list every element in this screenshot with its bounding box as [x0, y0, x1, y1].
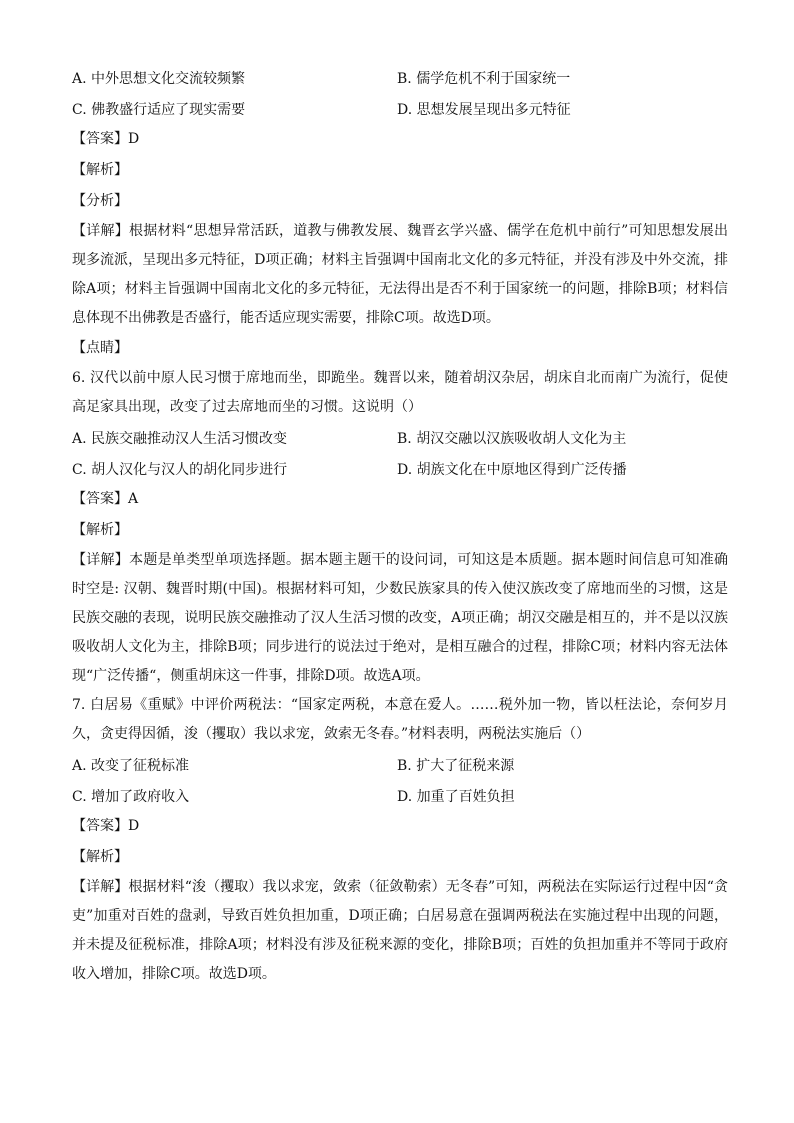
q7-options-row-1 — [72, 749, 728, 780]
q7-option-a: A. 改变了征税标准 — [72, 757, 190, 774]
q6-option-c: C. 胡人汉化与汉人的胡化同步进行 — [72, 461, 288, 478]
q7-option-b: B. 扩大了征税来源 — [397, 757, 515, 774]
q5-option-c: C. 佛教盛行适应了现实需要 — [72, 101, 246, 118]
q5-option-a: A. 中外思想文化交流较频繁 — [72, 70, 246, 87]
q7-options-row-2 — [72, 780, 728, 811]
q6-option-b: B. 胡汉交融以汉族吸收胡人文化为主 — [397, 430, 627, 447]
q5-options-row-1 — [72, 62, 728, 93]
q7-stem: 7. 白居易《重赋》中评价两税法：“国家定两税，本意在爱人。……税外加一物，皆以枉法论，奈何岁月久，贪吏得因循，浚（攫取）我以求宠，敛索无冬春。”材料表明，两税法实施后（） — [72, 697, 728, 742]
q6-option-a: A. 民族交融推动汉人生活习惯改变 — [72, 430, 288, 447]
q5-options-row-2 — [72, 93, 728, 124]
q7-option-c: C. 增加了政府收入 — [72, 788, 190, 805]
q6-detail: 【详解】本题是单类型单项选择题。据本题主题干的设问词，可知这是本质题。据本题时间信息可知准确时空是: 汉朝、魏晋时期(中国)。根据材料可知，少数民族家具的传入使汉族改变了席地而坐的习惯，这是民族交融的表现，说明民族交融推动了汉人生活习惯的改变，A项正确；胡汉交融是相互的，并不是以汉族吸收胡人文化为主，排除B项；同步进行的说法过于绝对，是相互融合的过程，排除C项；材料内容无法体现“广泛传播“，侧重胡床这一件事，排除D项。故选A项。 — [72, 552, 728, 684]
q5-option-b: B. 儒学危机不利于国家统一 — [397, 70, 571, 87]
q6-options-row-2 — [72, 453, 728, 484]
q6-stem: 6. 汉代以前中原人民习惯于席地而坐，即跪坐。魏晋以来，随着胡汉杂居，胡床自北而南广为流行，促使高足家具出现，改变了过去席地而坐的习惯。这说明（） — [72, 370, 728, 415]
q5-fenxi-label: 【分析】 — [72, 193, 128, 209]
q7-answer: 【答案】D — [72, 818, 140, 834]
q7-analysis-label: 【解析】 — [72, 849, 128, 865]
document-content — [72, 62, 728, 989]
q7-option-d: D. 加重了百姓负担 — [397, 788, 515, 805]
q5-option-d: D. 思想发展呈现出多元特征 — [397, 101, 571, 118]
q6-answer: 【答案】A — [72, 491, 139, 507]
q5-detail: 【详解】根据材料“思想异常活跃，道教与佛教发展、魏晋玄学兴盛、儒学在危机中前行”可知思想发展出现多流派，呈现出多元特征，D项正确；材料主旨强调中国南北文化的多元特征，并没有涉及中外交流，排除A项；材料主旨强调中国南北文化的多元特征，无法得出是否不利于国家统一的问题，排除B项；材料信息体现不出佛教是否盛行，能否适应现实需要，排除C项。故选D项。 — [72, 223, 728, 326]
q5-analysis-label: 【解析】 — [72, 162, 128, 178]
q6-option-d: D. 胡族文化在中原地区得到广泛传播 — [397, 461, 627, 478]
q7-detail: 【详解】根据材料“浚（攫取）我以求宠，敛索（征敛勒索）无冬春”可知，两税法在实际运行过程中因“贪吏”加重对百姓的盘剥，导致百姓负担加重，D项正确；白居易意在强调两税法在实施过程中出现的问题，并未提及征税标准，排除A项；材料没有涉及征税来源的变化，排除B项；百姓的负担加重并不等同于政府收入增加，排除C项。故选D项。 — [72, 879, 728, 982]
q6-analysis-label: 【解析】 — [72, 522, 128, 538]
q5-answer: 【答案】D — [72, 131, 140, 147]
q5-dianjing-label: 【点睛】 — [72, 340, 128, 356]
q6-options-row-1 — [72, 422, 728, 453]
